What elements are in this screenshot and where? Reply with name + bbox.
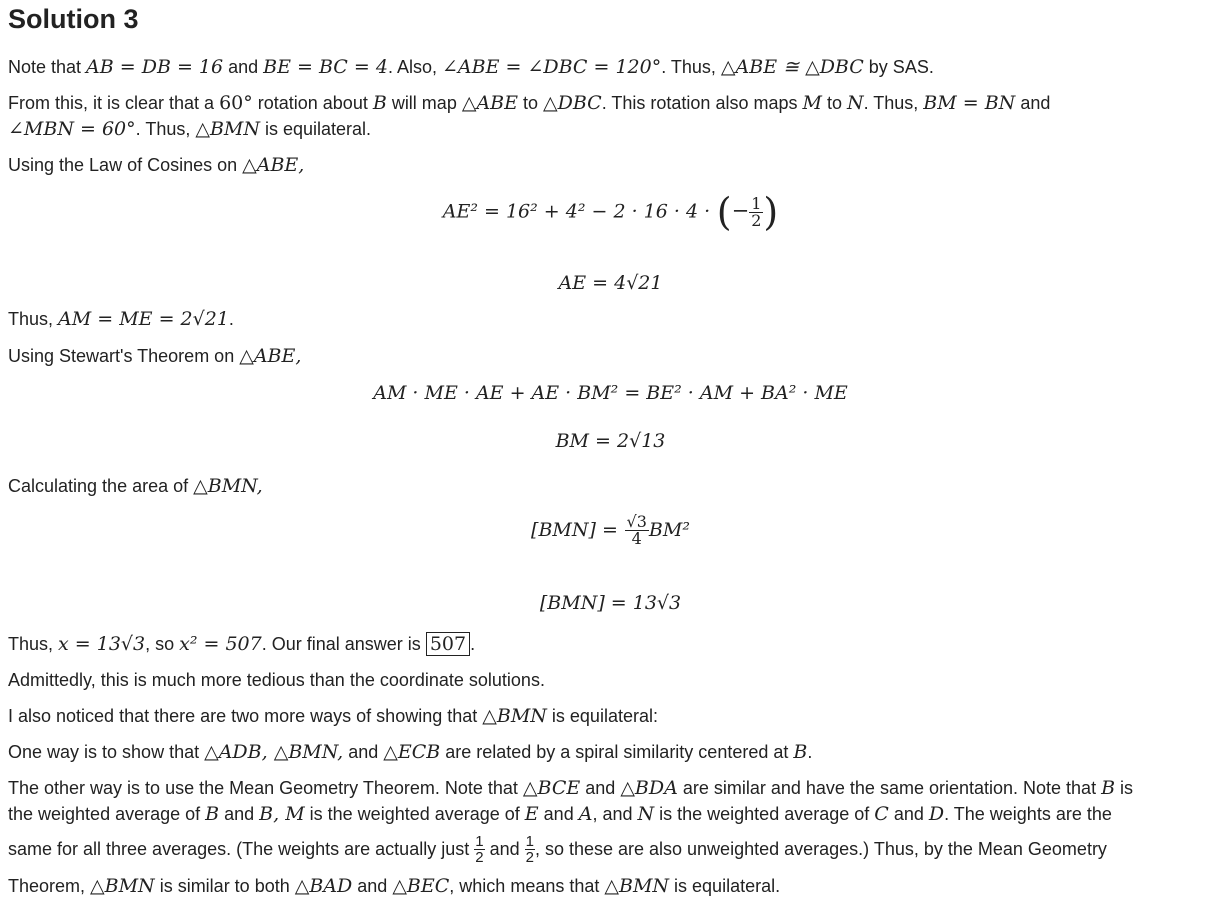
- denominator: 2: [751, 210, 762, 230]
- text: and: [223, 57, 264, 77]
- math: B: [793, 741, 808, 763]
- text: and: [538, 804, 579, 824]
- numerator: 1: [525, 833, 534, 850]
- fraction: [625, 514, 649, 547]
- denominator: 4: [631, 529, 642, 548]
- math: ∠MBN = 60°: [8, 118, 136, 140]
- text: is the weighted average of: [304, 804, 525, 824]
- numerator: √3: [626, 512, 647, 531]
- denominator: 2: [525, 849, 534, 866]
- text: and: [888, 804, 929, 824]
- paren-left: (: [716, 190, 732, 234]
- text: is: [1115, 778, 1134, 798]
- math: △BDA: [620, 777, 678, 799]
- paragraph-stewart: [8, 345, 301, 367]
- equation-stewart: [8, 380, 1213, 404]
- text: , so: [145, 634, 180, 654]
- math: △BMN: [90, 875, 155, 897]
- equation-ae: [8, 270, 1213, 294]
- numerator: 1: [751, 193, 762, 213]
- paragraph-rotation: [8, 92, 1050, 114]
- text: . The weights are the: [944, 804, 1112, 824]
- equation-text: AE² = 16² + 4² − 2 · 16 · 4 ·: [442, 200, 711, 223]
- math: BE = BC = 4: [263, 56, 388, 78]
- math: AM = ME = 2√21: [58, 308, 229, 330]
- text: by SAS.: [863, 57, 934, 77]
- paragraph-area: [8, 475, 263, 497]
- equation-text: [BMN] =: [531, 519, 618, 541]
- denominator: 2: [475, 849, 484, 866]
- text: Note that: [8, 57, 87, 77]
- text: will map: [386, 93, 462, 113]
- equation-text: BM²: [648, 519, 690, 541]
- text: is the weighted average of: [654, 804, 875, 824]
- math: D: [928, 803, 945, 825]
- text: .: [470, 634, 476, 654]
- numerator: 1: [475, 833, 484, 850]
- math: △BEC: [392, 875, 450, 897]
- text: Admittedly, this is much more tedious than the coordinate solutions.: [8, 670, 545, 690]
- math: B, M: [259, 803, 305, 825]
- math: C: [874, 803, 889, 825]
- paragraph-two-ways: [8, 705, 658, 727]
- math: 60°: [219, 92, 253, 114]
- paragraph-mean-geometry-2: [8, 803, 1112, 825]
- text: .: [807, 742, 813, 762]
- math: △ABE ≅ △DBC: [720, 56, 864, 78]
- equation-area-value: [8, 590, 1213, 614]
- math: AB = DB = 16: [86, 56, 224, 78]
- equation-law-of-cosines: [8, 190, 1213, 234]
- paragraph-mean-geometry-4: [8, 875, 780, 897]
- text: Calculating the area of: [8, 476, 194, 496]
- text: Using the Law of Cosines on: [8, 155, 243, 175]
- math: BM = BN: [923, 92, 1016, 114]
- text: , so these are also unweighted averages.) Thus, by the Mean Geometry: [534, 839, 1107, 859]
- text: rotation about: [252, 93, 373, 113]
- equation-bm: [8, 428, 1213, 452]
- text: and: [580, 778, 621, 798]
- paragraph-rotation-cont: [8, 118, 371, 140]
- text: The other way is to use the Mean Geometry Theorem. Note that: [8, 778, 523, 798]
- text: same for all three averages. (The weights are actually just: [8, 839, 475, 859]
- math: x² = 507: [179, 633, 262, 655]
- text: is equilateral:: [546, 706, 658, 726]
- text: to: [518, 93, 544, 113]
- math: N: [637, 803, 655, 825]
- text: Thus,: [8, 634, 59, 654]
- math: A: [578, 803, 593, 825]
- text: I also noticed that there are two more ways of showing that: [8, 706, 483, 726]
- math: △BMN: [195, 118, 260, 140]
- math: B: [205, 803, 220, 825]
- paragraph-law-of-cosines: [8, 154, 304, 176]
- paragraph-spiral-similarity: [8, 741, 812, 763]
- math: △BCE: [522, 777, 581, 799]
- equation-area-formula: [8, 514, 1213, 547]
- text: . Also,: [387, 57, 442, 77]
- text: and: [1015, 93, 1051, 113]
- text: is equilateral.: [669, 876, 781, 896]
- minus-sign: −: [731, 198, 750, 223]
- text: Thus,: [8, 309, 59, 329]
- text: is similar to both: [154, 876, 295, 896]
- math: △BAD: [294, 875, 353, 897]
- math: △ABE,: [239, 345, 302, 367]
- text: the weighted average of: [8, 804, 206, 824]
- math: B: [1101, 777, 1116, 799]
- fraction: [749, 193, 763, 230]
- text: . This rotation also maps: [601, 93, 803, 113]
- math: △BMN: [604, 875, 670, 897]
- text: is equilateral.: [260, 119, 372, 139]
- paragraph-tedious: [8, 669, 545, 691]
- fraction-half: [525, 834, 535, 865]
- text: and: [343, 742, 384, 762]
- math: △ADB, △BMN,: [204, 741, 344, 763]
- text: . Thus,: [863, 93, 924, 113]
- paragraph-mean-geometry-3: [8, 834, 1107, 865]
- math: M: [802, 92, 822, 114]
- paren-right: ): [763, 190, 779, 234]
- equation-text: BM = 2√13: [555, 430, 666, 452]
- text: and: [484, 839, 525, 859]
- text: . Our final answer is: [261, 634, 426, 654]
- math: △ABE: [461, 92, 518, 114]
- math: △BMN: [482, 705, 547, 727]
- fraction-half: [474, 834, 484, 865]
- text: are similar and have the same orientation. Note that: [677, 778, 1102, 798]
- equation-text: AE = 4√21: [558, 272, 663, 294]
- paragraph-final-answer: [8, 633, 475, 655]
- math: B: [372, 92, 387, 114]
- paragraph-congruence: [8, 56, 934, 78]
- math: △ECB: [383, 741, 441, 763]
- text: . Thus,: [661, 57, 721, 77]
- text: From this, it is clear that a: [8, 93, 220, 113]
- text: . Thus,: [135, 119, 196, 139]
- math: △BMN,: [193, 475, 263, 497]
- text: to: [821, 93, 847, 113]
- text: Using Stewart's Theorem on: [8, 346, 240, 366]
- math: N: [846, 92, 864, 114]
- math: E: [524, 803, 539, 825]
- text: .: [228, 309, 234, 329]
- math: ∠ABE = ∠DBC = 120°: [441, 56, 662, 78]
- text: are related by a spiral similarity centered at: [440, 742, 794, 762]
- text: , and: [592, 804, 638, 824]
- paragraph-mean-geometry: [8, 777, 1133, 799]
- section-heading: Solution 3: [8, 4, 139, 34]
- text: , which means that: [449, 876, 605, 896]
- equation-text: AM · ME · AE + AE · BM² = BE² · AM + BA² · ME: [373, 382, 848, 404]
- text: One way is to show that: [8, 742, 205, 762]
- text: Theorem,: [8, 876, 91, 896]
- math: x = 13√3: [58, 633, 146, 655]
- paragraph-am-me: [8, 308, 234, 330]
- text: and: [219, 804, 260, 824]
- answer-box: 507: [426, 632, 470, 656]
- math: △ABE,: [242, 154, 305, 176]
- equation-text: [BMN] = 13√3: [539, 592, 682, 614]
- math: △DBC: [543, 92, 602, 114]
- text: and: [352, 876, 393, 896]
